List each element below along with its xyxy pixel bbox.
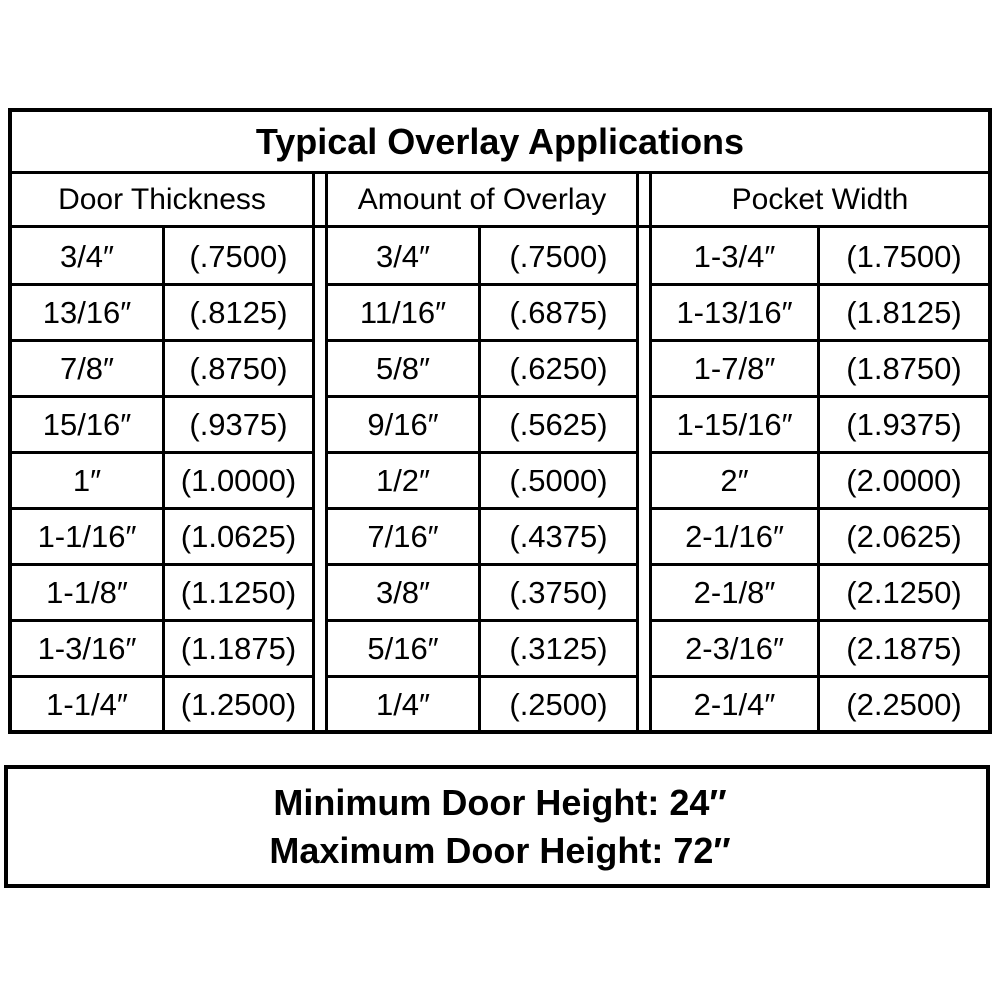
decimal-cell: (1.7500) [846,238,962,274]
decimal-cell: (1.8750) [846,350,962,386]
decimal-cell: (2.0625) [846,518,962,554]
table-title: Typical Overlay Applications [255,121,745,162]
decimal-cell: (.3125) [509,630,608,666]
decimal-cell: (2.2500) [846,686,962,722]
group-gap-left-rule [312,174,315,730]
fraction-cell: 1-3/4″ [693,238,776,274]
minimum-door-height: Minimum Door Height: 24″ [273,782,727,823]
maximum-door-height: Maximum Door Height: 72″ [269,830,731,871]
fraction-cell: 5/16″ [367,630,439,666]
fraction-cell: 1-15/16″ [676,406,793,442]
footer-border-top [4,765,990,769]
group-header: Door Thickness [58,182,266,216]
decimal-cell: (1.9375) [846,406,962,442]
fraction-cell: 2-1/4″ [693,686,776,722]
fraction-cell: 1-3/16″ [37,630,137,666]
decimal-cell: (1.0625) [180,518,297,554]
group-gap-bottom-rule [312,225,328,228]
decimal-cell: (.8125) [189,294,288,330]
group-header: Pocket Width [731,182,909,216]
fraction-cell: 1/2″ [375,462,431,498]
fraction-cell: 2-3/16″ [685,630,784,666]
fraction-cell: 7/8″ [59,350,115,386]
table-border-right [988,108,992,734]
decimal-cell: (.2500) [509,686,608,722]
decimal-cell: (1.2500) [180,686,297,722]
decimal-cell: (2.1250) [846,574,962,610]
decimal-cell: (.6250) [509,350,608,386]
group-header: Amount of Overlay [357,182,607,216]
fraction-cell: 1″ [72,462,102,498]
decimal-cell: (.5625) [509,406,608,442]
fraction-cell: 3/4″ [59,238,115,274]
fraction-cell: 3/8″ [375,574,431,610]
decimal-cell: (1.0000) [180,462,297,498]
fraction-cell: 7/16″ [367,518,439,554]
fraction-cell: 9/16″ [367,406,439,442]
decimal-cell: (2.0000) [846,462,962,498]
fraction-cell: 1/4″ [375,686,431,722]
group-gap-left-rule [636,174,639,730]
decimal-cell: (.8750) [189,350,288,386]
fraction-cell: 3/4″ [375,238,431,274]
fraction-cell: 2-1/16″ [685,518,784,554]
fraction-cell: 1-1/8″ [46,574,128,610]
decimal-cell: (1.1875) [180,630,297,666]
decimal-cell: (1.1250) [180,574,297,610]
fraction-cell: 2″ [720,462,749,498]
decimal-cell: (.6875) [509,294,608,330]
footer-border-left [4,765,8,888]
fraction-cell: 11/16″ [359,294,447,330]
decimal-cell: (.7500) [189,238,288,274]
fraction-cell: 5/8″ [375,350,431,386]
fraction-cell: 1-1/4″ [46,686,128,722]
decimal-cell: (.9375) [189,406,288,442]
decimal-cell: (2.1875) [846,630,962,666]
fraction-cell: 15/16″ [42,406,132,442]
fraction-cell: 13/16″ [42,294,132,330]
fraction-cell: 1-13/16″ [676,294,793,330]
footer-border-bottom [4,884,990,888]
fraction-cell: 2-1/8″ [693,574,776,610]
fraction-cell: 1-1/16″ [37,518,137,554]
footer-border-right [986,765,990,888]
decimal-cell: (.4375) [509,518,608,554]
group-gap-bottom-rule [636,225,652,228]
decimal-cell: (1.8125) [846,294,962,330]
decimal-cell: (.7500) [509,238,608,274]
fraction-cell: 1-7/8″ [693,350,776,386]
decimal-cell: (.3750) [509,574,608,610]
decimal-cell: (.5000) [509,462,608,498]
